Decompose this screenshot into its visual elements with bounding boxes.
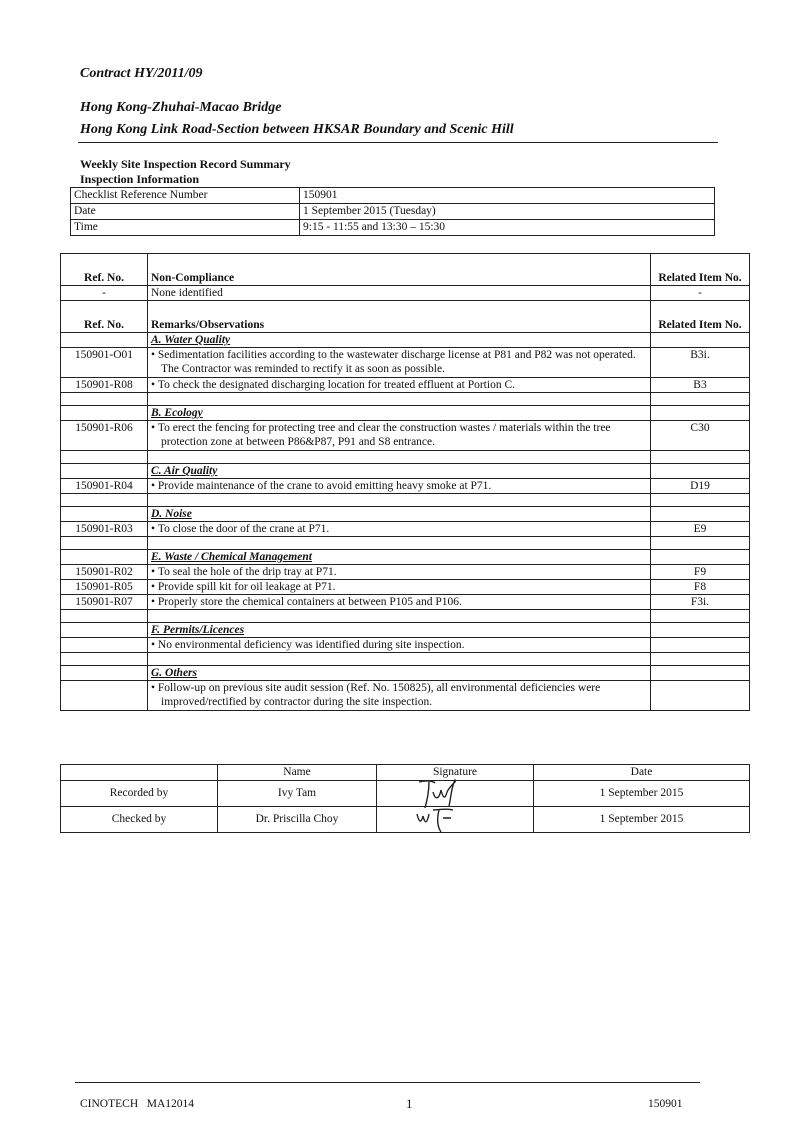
info-value: 150901 [300, 188, 715, 204]
signoff-date: 1 September 2015 [534, 781, 750, 807]
signoff-role: Recorded by [61, 781, 218, 807]
ref-no: 150901-R08 [61, 378, 148, 393]
footer-reference: 150901 [648, 1098, 683, 1110]
remark-cell [148, 681, 651, 711]
related-item: E9 [651, 522, 750, 537]
remark-cell [148, 565, 651, 580]
ref-no: 150901-R07 [61, 595, 148, 610]
ref-no [61, 638, 148, 653]
remarks-header [61, 301, 750, 333]
remark-cell [148, 421, 651, 451]
remark-row [61, 681, 750, 711]
empty-cell [651, 653, 750, 666]
empty-cell [651, 464, 750, 479]
empty-cell [651, 406, 750, 421]
related-item: F8 [651, 580, 750, 595]
remark-row [61, 421, 750, 451]
col-remarks: Remarks/Observations [148, 301, 651, 333]
empty-cell [61, 666, 148, 681]
col-non-compliance: Non-Compliance [148, 254, 651, 286]
empty-cell [61, 507, 148, 522]
col-related-item: Related Item No. [651, 254, 750, 286]
info-row-checklist [71, 188, 715, 204]
ref-no: 150901-R02 [61, 565, 148, 580]
info-label: Checklist Reference Number [71, 188, 300, 204]
footer-divider [75, 1082, 700, 1083]
info-row-time [71, 220, 715, 236]
signoff-table [60, 764, 750, 833]
remark-row [61, 378, 750, 393]
spacer-row [61, 537, 750, 550]
empty-cell [148, 494, 651, 507]
empty-cell [651, 537, 750, 550]
empty-cell [651, 550, 750, 565]
title-divider [78, 142, 718, 143]
contract-number: Contract HY/2011/09 [80, 66, 203, 81]
related-item: F3i. [651, 595, 750, 610]
remark-row [61, 565, 750, 580]
remark-text: • Properly store the chemical containers at between P105 and P106. [151, 595, 647, 609]
related-item [651, 638, 750, 653]
empty-cell [61, 406, 148, 421]
remark-row [61, 522, 750, 537]
project-subtitle: Hong Kong Link Road-Section between HKSAR Boundary and Scenic Hill [80, 122, 514, 137]
empty-cell [651, 393, 750, 406]
section-title: C. Air Quality [148, 464, 651, 479]
remark-text: • Follow-up on previous site audit session (Ref. No. 150825), all environmental deficiencies were improved/rectified by contractor during the site inspection. [151, 681, 647, 709]
ref-no: 150901-R04 [61, 479, 148, 494]
section-title: E. Waste / Chemical Management [148, 550, 651, 565]
remark-row [61, 595, 750, 610]
empty-cell [148, 451, 651, 464]
signature-cell [377, 807, 534, 833]
page-number: 1 [406, 1096, 413, 1111]
remark-text: • To check the designated discharging location for treated effluent at Portion C. [151, 378, 647, 392]
signoff-name: Dr. Priscilla Choy [218, 807, 377, 833]
col-ref-no: Ref. No. [61, 301, 148, 333]
section-title: A. Water Quality [148, 333, 651, 348]
col-name: Name [218, 765, 377, 781]
empty-cell [148, 653, 651, 666]
empty-cell [61, 765, 218, 781]
remark-cell [148, 348, 651, 378]
col-related-item: Related Item No. [651, 301, 750, 333]
ref-no: 150901-R03 [61, 522, 148, 537]
empty-cell [61, 333, 148, 348]
remark-row [61, 479, 750, 494]
section-row [61, 666, 750, 681]
section-title: F. Permits/Licences [148, 623, 651, 638]
empty-cell [651, 451, 750, 464]
related-item: D19 [651, 479, 750, 494]
signoff-date: 1 September 2015 [534, 807, 750, 833]
non-compliance-header [61, 254, 750, 286]
remark-text: • Provide spill kit for oil leakage at P71. [151, 580, 647, 594]
empty-cell [651, 666, 750, 681]
record-summary-heading: Weekly Site Inspection Record Summary [80, 157, 291, 171]
section-title: B. Ecology [148, 406, 651, 421]
info-value: 1 September 2015 (Tuesday) [300, 204, 715, 220]
col-signature: Signature [377, 765, 534, 781]
ref-no: - [61, 286, 148, 301]
empty-cell [61, 464, 148, 479]
signature-cell [377, 781, 534, 807]
empty-cell [61, 610, 148, 623]
empty-cell [651, 507, 750, 522]
remark-cell [148, 378, 651, 393]
remark-row [61, 580, 750, 595]
empty-cell [61, 653, 148, 666]
remark-cell [148, 479, 651, 494]
related-item: C30 [651, 421, 750, 451]
inspection-info-heading: Inspection Information [80, 172, 200, 186]
info-label: Date [71, 204, 300, 220]
empty-cell [61, 550, 148, 565]
related-item [651, 681, 750, 711]
remark-text: • To close the door of the crane at P71. [151, 522, 647, 536]
signoff-header [61, 765, 750, 781]
non-compliance-row [61, 286, 750, 301]
empty-cell [651, 333, 750, 348]
remark-cell [148, 522, 651, 537]
section-row [61, 550, 750, 565]
signoff-row-recorded [61, 781, 750, 807]
signature-priscilla-choy [407, 804, 467, 834]
spacer-row [61, 451, 750, 464]
empty-cell [148, 610, 651, 623]
ref-no: 150901-O01 [61, 348, 148, 378]
empty-cell [651, 623, 750, 638]
empty-cell [61, 537, 148, 550]
related-item: - [651, 286, 750, 301]
section-title: G. Others [148, 666, 651, 681]
remark-text: • To erect the fencing for protecting tree and clear the construction wastes / materials within the tree protection zone at between P86&P87, P91 and S8 entrance. [151, 421, 647, 449]
empty-cell [148, 393, 651, 406]
spacer-row [61, 393, 750, 406]
col-ref-no: Ref. No. [61, 254, 148, 286]
related-item: F9 [651, 565, 750, 580]
info-value: 9:15 - 11:55 and 13:30 – 15:30 [300, 220, 715, 236]
spacer-row [61, 494, 750, 507]
project-title: Hong Kong-Zhuhai-Macao Bridge [80, 100, 282, 115]
info-label: Time [71, 220, 300, 236]
remark-cell [148, 595, 651, 610]
remark-text: • No environmental deficiency was identified during site inspection. [151, 638, 647, 652]
signoff-name: Ivy Tam [218, 781, 377, 807]
remark-row [61, 638, 750, 653]
related-item: B3 [651, 378, 750, 393]
spacer-row [61, 653, 750, 666]
ref-no: 150901-R05 [61, 580, 148, 595]
remark-cell [148, 580, 651, 595]
inspection-info-table [70, 187, 715, 236]
remark-cell [148, 638, 651, 653]
section-row [61, 507, 750, 522]
empty-cell [651, 494, 750, 507]
empty-cell [61, 451, 148, 464]
footer-company: CINOTECH MA12014 [80, 1098, 195, 1110]
info-row-date [71, 204, 715, 220]
non-compliance-text: None identified [148, 286, 651, 301]
ref-no: 150901-R06 [61, 421, 148, 451]
findings-table [60, 253, 750, 711]
section-row [61, 464, 750, 479]
section-row [61, 333, 750, 348]
remark-text: • To seal the hole of the drip tray at P71. [151, 565, 647, 579]
related-item: B3i. [651, 348, 750, 378]
signoff-row-checked [61, 807, 750, 833]
remark-row [61, 348, 750, 378]
section-title: D. Noise [148, 507, 651, 522]
signoff-role: Checked by [61, 807, 218, 833]
remark-text: • Sedimentation facilities according to the wastewater discharge license at P81 and P82 was not operated. The Contractor was reminded to rectify it as soon as possible. [151, 348, 647, 376]
empty-cell [148, 537, 651, 550]
empty-cell [651, 610, 750, 623]
section-row [61, 623, 750, 638]
remark-text: • Provide maintenance of the crane to avoid emitting heavy smoke at P71. [151, 479, 647, 493]
empty-cell [61, 393, 148, 406]
ref-no [61, 681, 148, 711]
section-row [61, 406, 750, 421]
spacer-row [61, 610, 750, 623]
col-date: Date [534, 765, 750, 781]
empty-cell [61, 623, 148, 638]
empty-cell [61, 494, 148, 507]
